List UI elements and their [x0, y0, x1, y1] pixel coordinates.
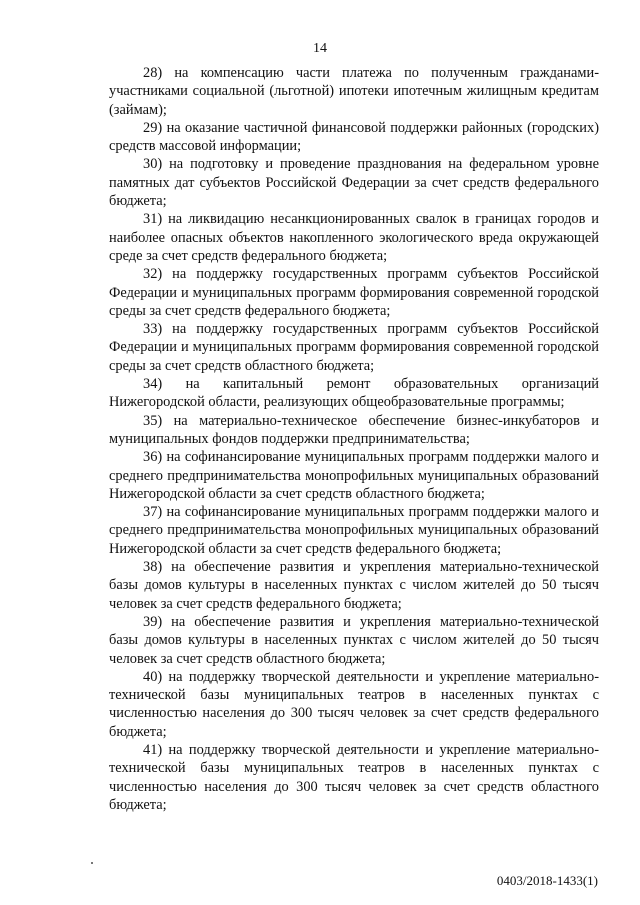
list-item-30: 30) на подготовку и проведение празднования на федеральном уровне памятных дат субъектов Российской Федерации за счет средств федерального бюджета;: [109, 156, 599, 210]
list-item-31: 31) на ликвидацию несанкционированных свалок в границах городов и наиболее опасных объектов накопленного экологического вреда окружающей среде за счет средств федерального бюджета;: [109, 211, 599, 264]
list-item-34: 34) на капитальный ремонт образовательных организаций Нижегородской области, реализующих общеобразовательные программы;: [109, 376, 599, 411]
list-item-32: 32) на поддержку государственных программ субъектов Российской Федерации и муниципальных программ формирования современной городской среды за счет средств федерального бюджета;: [109, 266, 599, 319]
list-item-41: 41) на поддержку творческой деятельности и укрепление материально-технической базы муниципальных театров в населенных пунктах с численностью населения до 300 тысяч человек за счет средств областного бюджета;: [109, 741, 599, 813]
document-body: [109, 64, 599, 814]
list-item-38: 38) на обеспечение развития и укрепления материально-технической базы домов культуры в населенных пунктах с числом жителей до 50 тысяч человек за счет средств федерального бюджета;: [109, 559, 599, 612]
list-item-28: 28) на компенсацию части платежа по полученным гражданами-участниками социальной (льготной) ипотеки ипотечным жилищным кредитам (займам);: [109, 65, 599, 118]
list-item-39: 39) на обеспечение развития и укрепления материально-технической базы домов культуры в населенных пунктах с числом жителей до 50 тысяч человек за счет средств областного бюджета;: [109, 613, 599, 667]
list-item-37: 37) на софинансирование муниципальных программ поддержки малого и среднего предпринимательства монопрофильных муниципальных образований Нижегородской области за счет средств федерального бюджета;: [109, 504, 599, 557]
page-number: 14: [313, 41, 327, 56]
list-item-33: 33) на поддержку государственных программ субъектов Российской Федерации и муниципальных программ формирования современной городской среды за счет средств областного бюджета;: [109, 321, 599, 374]
list-item-36: 36) на софинансирование муниципальных программ поддержки малого и среднего предпринимательства монопрофильных муниципальных образований Нижегородской области за счет средств областного бюджета;: [109, 449, 599, 502]
document-code: 0403/2018-1433(1): [496, 873, 598, 888]
scan-artifact: [91, 862, 93, 864]
list-item-35: 35) на материально-техническое обеспечение бизнес-инкубаторов и муниципальных фондов поддержки предпринимательства;: [109, 412, 599, 447]
list-item-40: 40) на поддержку творческой деятельности и укрепление материально-технической базы муниципальных театров в населенных пунктах с численностью населения до 300 тысяч человек за счет средств федерального бюджета;: [109, 668, 599, 740]
list-item-29: 29) на оказание частичной финансовой поддержки районных (городских) средств массовой информации;: [109, 119, 599, 155]
